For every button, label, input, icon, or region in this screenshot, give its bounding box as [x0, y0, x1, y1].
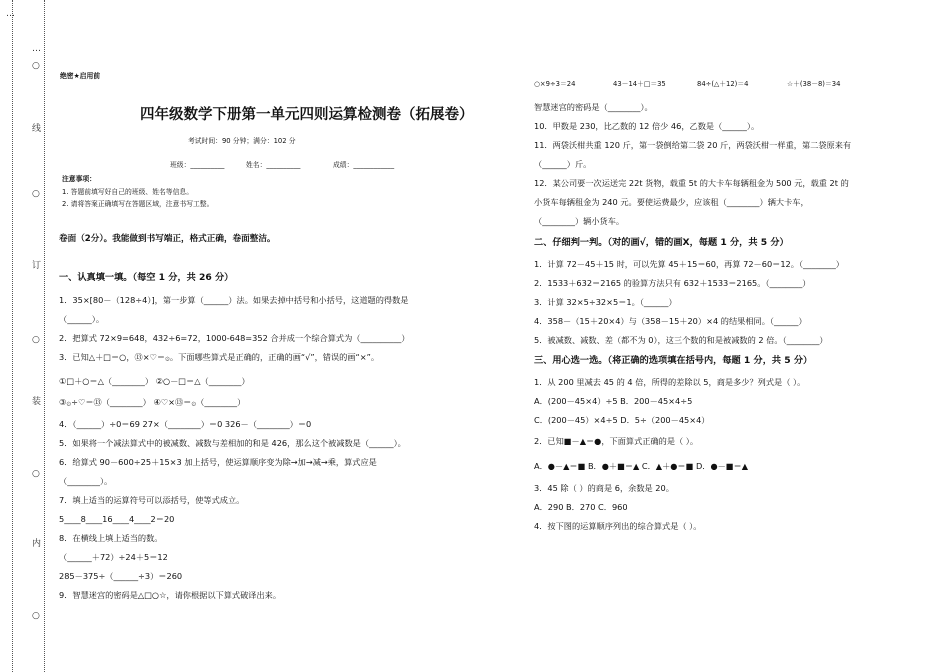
choice-line: A．(200－45×4）÷5 B．200－45×4÷5: [534, 396, 693, 406]
gutter-mark: ○: [32, 335, 40, 345]
choice-line: 1．从 200 里减去 45 的 4 倍，所得的差除以 5，商是多少？列式是（ ）。: [534, 377, 806, 387]
note-item: 1. 答题前填写好自己的班级、姓名等信息。: [62, 188, 193, 196]
question-line: 6．给算式 90－600÷25＋15×3 加上括号，使运算顺序变为除→加→减→乘，算式应是: [59, 457, 377, 467]
choice-line: C．(200－45）×4÷5 D．5÷（200－45×4）: [534, 415, 710, 425]
gutter-mark: ○: [32, 469, 40, 479]
notes-heading: 注意事项：: [62, 175, 96, 183]
gutter-mark: …: [32, 44, 41, 54]
choice-line: A．●－▲＝■ B．●＋■＝▲ C．▲＋●＝■ D．●－■＝▲: [534, 461, 749, 471]
question-line: 小货车每辆租金为 240 元。要使运费最少，应该租（________）辆大卡车，: [534, 197, 809, 207]
question-line: （________）。: [59, 476, 113, 486]
gutter-mark: 内: [32, 539, 42, 549]
maze-equation: 84÷(△＋12)＝4: [697, 80, 749, 88]
question-line: 5____8____16____4____2＝20: [59, 514, 175, 524]
note-item: 2. 请将答案正确填写在答题区域，注意书写工整。: [62, 200, 214, 208]
gutter-mark: …: [6, 9, 15, 19]
section-3-heading: 三、用心选一选。（将正确的选项填在括号内，每题 1 分，共 5 分）: [534, 355, 813, 366]
question-line: 8．在横线上填上适当的数。: [59, 533, 163, 543]
score-field[interactable]: 成绩：____________: [333, 161, 395, 169]
question-line: （______）。: [59, 314, 105, 324]
section-1-heading: 一、认真填一填。（每空 1 分，共 26 分）: [59, 272, 234, 283]
binding-gutter: [0, 0, 46, 672]
choice-line: 4．按下图的运算顺序列出的综合算式是（ ）。: [534, 521, 702, 531]
exam-meta: 考试时间：90 分钟；满分：102 分: [188, 137, 296, 145]
maze-equation: ☆＋(38－8)＝34: [787, 80, 841, 88]
question-line: 5．如果将一个减法算式中的被减数、减数与差相加的和是 426，那么这个被减数是（______）。: [59, 438, 406, 448]
gutter-mark: ○: [32, 189, 40, 199]
page-title: 四年级数学下册第一单元四则运算检测卷（拓展卷）: [140, 107, 474, 123]
judge-item: 2．1533＋632＝2165 的验算方法只有 632＋1533＝2165。（________）: [534, 278, 811, 288]
question-line: 智慧迷宫的密码是（________）。: [534, 102, 653, 112]
gutter-mark: ○: [32, 61, 40, 71]
question-line: （________）辆小货车。: [534, 216, 625, 226]
question-line: 11．两袋沃柑共重 120 斤，第一袋倒给第二袋 20 斤，两袋沃柑一样重，第二袋原来有: [534, 140, 852, 150]
judge-item: 3．计算 32×5÷32×5＝1。（______）: [534, 297, 677, 307]
gutter-mark: 线: [32, 124, 42, 134]
question-line: 1．35×[80－（128÷4）]，第一步算（______）法。如果去掉中括号和小括号，这道题的得数是: [59, 295, 409, 305]
secret-label: 绝密★启用前: [60, 72, 101, 80]
judge-item: 1．计算 72－45＋15 时，可以先算 45＋15＝60，再算 72－60＝12。（________）: [534, 259, 844, 269]
question-line: 2．把算式 72×9=648，432÷6=72，1000-648=352 合并成一个综合算式为（__________）: [59, 333, 410, 343]
question-line: 3．已知△＋□＝○，⑬×♡＝۞。下面哪些算式是正确的，正确的画“√”，错误的画“×”。: [59, 352, 380, 362]
maze-equation: ○×9÷3＝24: [534, 80, 576, 88]
maze-equation: 43－14＋□＝35: [613, 80, 666, 88]
name-field[interactable]: 姓名：__________: [246, 161, 301, 169]
question-line: ①□＋○＝△（________） ②○－□＝△（________）: [59, 376, 250, 386]
question-line: 7．填上适当的运算符号可以添括号，使等式成立。: [59, 495, 245, 505]
gutter-mark: 订: [32, 261, 42, 271]
inner-dotted-line: [44, 0, 45, 672]
choice-line: 2．已知■－▲＝●，下面算式正确的是（ ）。: [534, 436, 699, 446]
choice-line: 3．45 除（ ）的商是 6，余数是 20。: [534, 483, 674, 493]
question-line: 12．某公司要一次运送完 22t 货物，载重 5t 的大卡车每辆租金为 500 元，载重 2t 的: [534, 178, 849, 188]
question-line: 4．（______）÷0＝69 27×（________）＝0 326－（________）＝0: [59, 419, 312, 429]
judge-item: 4．358－（15＋20×4）与（358－15＋20）×4 的结果相同。（______）: [534, 316, 807, 326]
choice-line: A．290 B．270 C．960: [534, 502, 628, 512]
gutter-mark: ○: [32, 611, 40, 621]
question-line: 9．智慧迷宫的密码是△□○☆，请你根据以下算式破译出来。: [59, 590, 282, 600]
neatness-note: 卷面（2分）。我能做到书写端正，格式正确，卷面整洁。: [59, 234, 276, 244]
question-line: 285－375÷（______÷3）＝260: [59, 571, 183, 581]
question-line: （______）斤。: [534, 159, 592, 169]
section-2-heading: 二、仔细判一判。（对的画√，错的画X，每题 1 分，共 5 分）: [534, 237, 789, 248]
question-line: 10．甲数是 230，比乙数的 12 倍少 46，乙数是（______）。: [534, 121, 760, 131]
question-line: （______＋72）÷24＋5＝12: [59, 552, 168, 562]
question-line: ③۞÷♡＝⑬（________） ④♡×⑬＝۞（________）: [59, 397, 246, 407]
gutter-mark: 装: [32, 397, 42, 407]
outer-dotted-line: [12, 0, 13, 672]
judge-item: 5．被减数、减数、差（都不为 0），这三个数的和是被减数的 2 倍。（________）: [534, 335, 828, 345]
class-field[interactable]: 班级：__________: [170, 161, 225, 169]
